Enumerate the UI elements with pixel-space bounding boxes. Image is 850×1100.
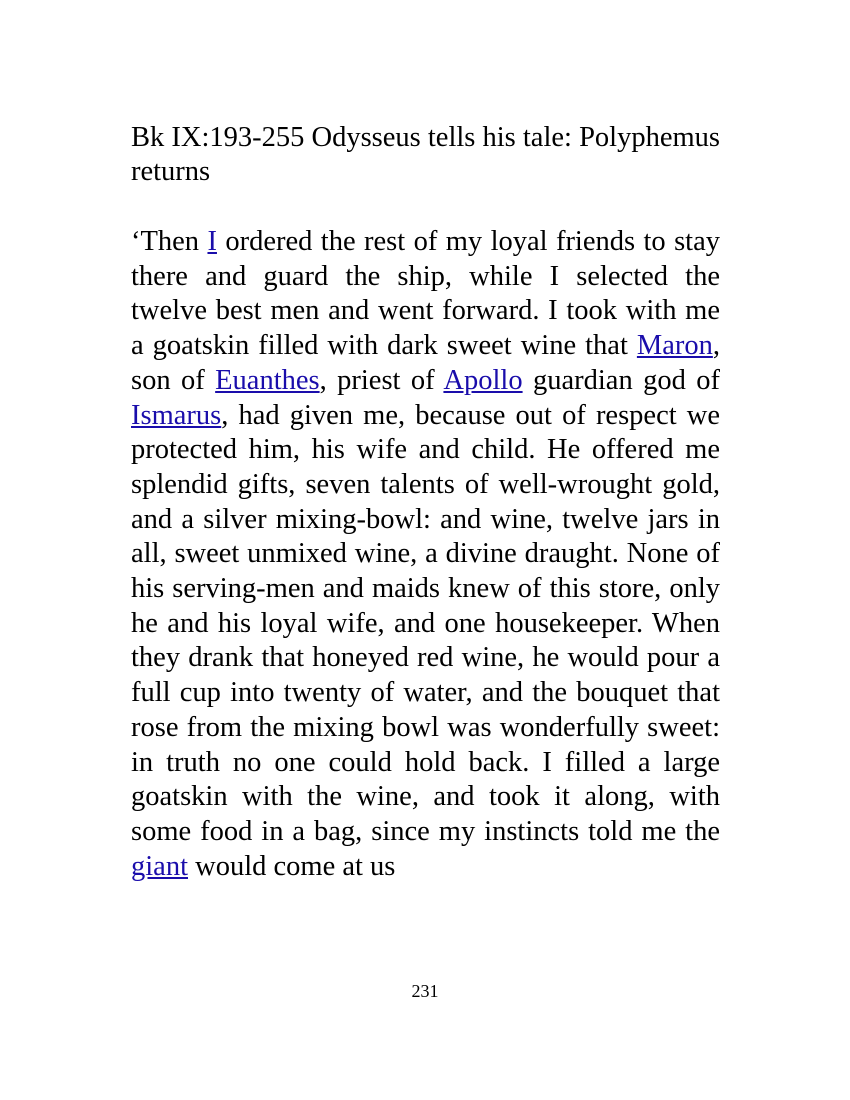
text-run: , priest of	[319, 364, 444, 396]
text-run: ordered the rest of my loyal friends to stay there and guard the ship, while I selected the twelve best men and went forward. I took with me a goatskin filled with dark sweet wine that	[131, 226, 720, 362]
heading-line-1: Bk IX:193-255 Odysseus tells his tale:	[131, 122, 572, 153]
heading-line-2: Polyphemus returns	[131, 122, 720, 187]
link-i[interactable]: I	[207, 226, 217, 257]
link-ismarus[interactable]: Ismarus	[131, 399, 222, 431]
link-maron[interactable]: Maron	[636, 330, 713, 362]
text-run: ‘Then	[131, 226, 208, 257]
text-run: , had given me, because out of respect we protected him, his wife and child. He offered me splendid gifts, seven talents of well-wrought gold, and a silver mixing-bowl: and wine, twelve jars in all, sweet unmixed wine, a divine draught. None of his serving-men and maids knew of this store, only he and his loyal wife, and one housekeeper. When they drank that honeyed red wine, he would pour a full cup into twenty of water, and the bouquet that rose from the mixing bowl was wonderfully sweet: in truth no one could hold back. I filled a large goatskin with the wine, and took it along, with some food in a bag, since my instincts told me the	[131, 399, 720, 847]
text-run: , son of	[131, 330, 720, 396]
text-run: would come at us	[188, 850, 396, 882]
section-heading	[131, 121, 720, 189]
link-giant[interactable]: giant	[131, 850, 188, 882]
page-content	[131, 121, 720, 884]
page-number: 231	[411, 981, 439, 1001]
link-apollo[interactable]: Apollo	[443, 364, 523, 396]
body-paragraph	[131, 225, 720, 884]
link-euanthes[interactable]: Euanthes	[215, 364, 320, 396]
text-run: guardian god of	[522, 364, 720, 396]
